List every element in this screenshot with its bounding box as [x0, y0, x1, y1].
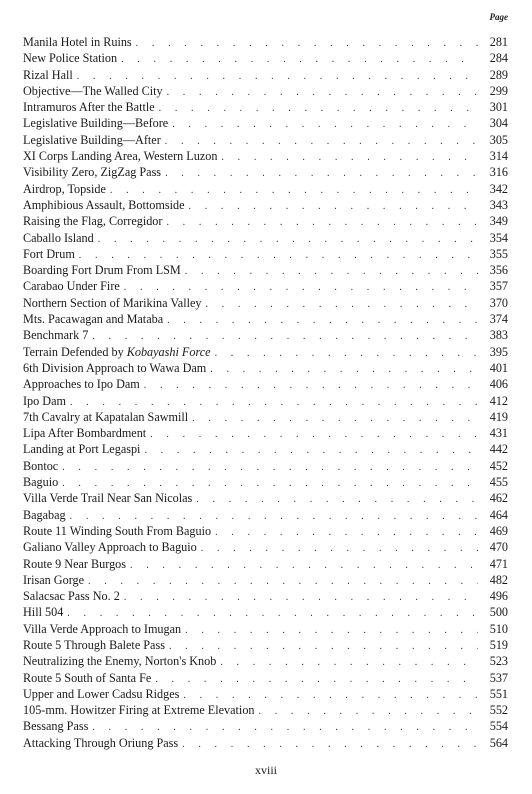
entry-page-number: 406 — [489, 377, 508, 392]
dot-leader — [144, 378, 478, 394]
entry-page-number: 464 — [489, 507, 508, 522]
entry-page-number: 482 — [489, 572, 508, 587]
entry-title: 105-mm. Howitzer Firing at Extreme Elevation — [23, 703, 255, 718]
entry-title: Approaches to Ipo Dam — [23, 377, 140, 392]
entry-title: 6th Division Approach to Wawa Dam — [23, 360, 207, 375]
list-entry — [23, 327, 508, 343]
list-entry — [23, 164, 508, 180]
entry-page-number: 356 — [489, 263, 508, 278]
list-entry — [23, 393, 508, 409]
entry-title: Legislative Building—Before — [23, 116, 169, 131]
list-entry — [23, 490, 508, 506]
dot-leader — [136, 36, 478, 52]
dot-leader — [62, 460, 478, 476]
list-entry — [23, 702, 508, 718]
dot-leader — [144, 443, 478, 459]
list-entry — [23, 83, 508, 99]
dot-leader — [182, 737, 478, 753]
entry-title: Intramuros After the Battle — [23, 100, 155, 115]
list-entry — [23, 718, 508, 734]
entry-page-number: 289 — [489, 67, 508, 82]
list-entry — [23, 67, 508, 83]
entry-page-number: 554 — [489, 719, 508, 734]
entry-page-number: 374 — [489, 312, 508, 327]
entry-page-number: 301 — [489, 100, 508, 115]
list-entry — [23, 556, 508, 572]
dot-leader — [215, 525, 478, 541]
dot-leader — [155, 672, 478, 688]
entry-page-number: 355 — [489, 246, 508, 261]
entry-title: Bessang Pass — [23, 719, 89, 734]
entry-page-number: 455 — [489, 475, 508, 490]
dot-leader — [167, 313, 478, 329]
entry-page-number: 354 — [489, 230, 508, 245]
list-entry — [23, 474, 508, 490]
entry-title: XI Corps Landing Area, Western Luzon — [23, 149, 218, 164]
entry-title: Raising the Flag, Corregidor — [23, 214, 163, 229]
dot-leader — [159, 101, 478, 117]
dot-leader — [172, 117, 478, 133]
entry-title: Boarding Fort Drum From LSM — [23, 263, 181, 278]
entry-title: Baguio — [23, 475, 59, 490]
entry-title: Salacsac Pass No. 2 — [23, 589, 120, 604]
entry-page-number: 452 — [489, 458, 508, 473]
list-entry — [23, 686, 508, 702]
dot-leader — [165, 166, 478, 182]
list-entry — [23, 360, 508, 376]
entry-title: Upper and Lower Cadsu Ridges — [23, 686, 180, 701]
entry-page-number: 316 — [489, 165, 508, 180]
dot-leader — [196, 492, 478, 508]
entry-title: Carabao Under Fire — [23, 279, 120, 294]
list-entry — [23, 295, 508, 311]
list-entry — [23, 523, 508, 539]
entry-page-number: 469 — [489, 523, 508, 538]
entry-page-number: 537 — [489, 670, 508, 685]
entry-title: Ipo Dam — [23, 393, 66, 408]
list-entry — [23, 604, 508, 620]
list-entry — [23, 653, 508, 669]
list-entry — [23, 572, 508, 588]
dot-leader — [98, 232, 478, 248]
entry-page-number: 314 — [489, 149, 508, 164]
entry-page-number: 552 — [489, 703, 508, 718]
list-entry — [23, 637, 508, 653]
list-entry — [23, 34, 508, 50]
entry-page-number: 442 — [489, 442, 508, 457]
entry-title: Benchmark 7 — [23, 328, 89, 343]
entry-title: Caballo Island — [23, 230, 94, 245]
entry-title: Attacking Through Oriung Pass — [23, 735, 179, 750]
list-entry — [23, 441, 508, 457]
entry-title: Airdrop, Topside — [23, 181, 106, 196]
entry-title: Villa Verde Trail Near San Nicolas — [23, 491, 193, 506]
dot-leader — [167, 85, 478, 101]
entry-title: Objective—The Walled City — [23, 83, 163, 98]
list-entry — [23, 148, 508, 164]
entry-title: Villa Verde Approach to Imugan — [23, 621, 182, 636]
entry-title: Northern Section of Marikina Valley — [23, 295, 202, 310]
entry-title: Mts. Pacawagan and Mataba — [23, 312, 164, 327]
page-column-header: Page — [489, 12, 508, 22]
dot-leader — [185, 264, 478, 280]
list-entry — [23, 588, 508, 604]
entry-title: Rizal Hall — [23, 67, 73, 82]
page-number-footer: xviii — [254, 763, 277, 777]
entry-page-number: 519 — [489, 637, 508, 652]
dot-leader — [201, 541, 478, 557]
dot-leader — [192, 411, 478, 427]
entry-title: Route 5 South of Santa Fe — [23, 670, 152, 685]
entry-title: 7th Cavalry at Kapatalan Sawmill — [23, 409, 189, 424]
entry-title: Bagabag — [23, 507, 66, 522]
list-entry — [23, 458, 508, 474]
list-entry — [23, 539, 508, 555]
entry-page-number: 342 — [489, 181, 508, 196]
entry-page-number: 500 — [489, 605, 508, 620]
dot-leader — [150, 427, 478, 443]
list-entry — [23, 376, 508, 392]
entry-title: Manila Hotel in Ruins — [23, 35, 132, 49]
list-entry — [23, 99, 508, 115]
entry-page-number: 284 — [489, 51, 508, 66]
illustration-list — [23, 34, 508, 751]
entry-title: Route 9 Near Burgos — [23, 556, 127, 571]
list-entry — [23, 311, 508, 327]
list-entry — [23, 197, 508, 213]
dot-leader — [185, 623, 478, 639]
entry-page-number: 370 — [489, 295, 508, 310]
entry-page-number: 357 — [489, 279, 508, 294]
entry-page-number: 564 — [489, 735, 508, 750]
entry-page-number: 551 — [489, 686, 508, 701]
list-entry — [23, 278, 508, 294]
list-entry — [23, 115, 508, 131]
entry-title: Landing at Port Legaspi — [23, 442, 141, 457]
entry-page-number: 383 — [489, 328, 508, 343]
dot-leader — [88, 574, 478, 590]
list-entry — [23, 213, 508, 229]
entry-title: Lipa After Bombardment — [23, 426, 147, 441]
entry-title: Terrain Defended by Kobayashi Force — [23, 344, 211, 359]
entry-page-number: 401 — [489, 360, 508, 375]
dot-leader — [220, 655, 478, 671]
entry-page-number: 299 — [489, 83, 508, 98]
dot-leader — [215, 346, 478, 362]
list-entry — [23, 246, 508, 262]
entry-title: Amphibious Assault, Bottomside — [23, 197, 185, 212]
dot-leader — [205, 297, 478, 313]
entry-page-number: 471 — [489, 556, 508, 571]
entry-page-number: 462 — [489, 491, 508, 506]
list-entry — [23, 425, 508, 441]
dot-leader — [189, 199, 479, 215]
entry-title: Fort Drum — [23, 246, 75, 261]
entry-page-number: 349 — [489, 214, 508, 229]
list-entry — [23, 735, 508, 751]
entry-page-number: 431 — [489, 426, 508, 441]
entry-page-number: 470 — [489, 540, 508, 555]
entry-page-number: 343 — [489, 197, 508, 212]
list-entry — [23, 50, 508, 66]
entry-title: Galiano Valley Approach to Baguio — [23, 540, 197, 555]
entry-title-emphasis: Kobayashi Force — [126, 344, 211, 359]
entry-title: New Police Station — [23, 51, 118, 66]
list-entry — [23, 621, 508, 637]
entry-page-number: 412 — [489, 393, 508, 408]
list-entry — [23, 181, 508, 197]
entry-title: Visibility Zero, ZigZag Pass — [23, 165, 162, 180]
entry-page-number: 419 — [489, 409, 508, 424]
dot-leader — [130, 558, 478, 574]
entry-page-number: 281 — [489, 35, 508, 49]
list-entry — [23, 230, 508, 246]
dot-leader — [166, 215, 478, 231]
dot-leader — [221, 150, 478, 166]
dot-leader — [121, 52, 478, 68]
entry-page-number: 510 — [489, 621, 508, 636]
entry-title: Legislative Building—After — [23, 132, 161, 147]
entry-title: Hill 504 — [23, 605, 64, 620]
entry-title: Route 5 Through Balete Pass — [23, 637, 165, 652]
entry-title: Route 11 Winding South From Baguio — [23, 523, 212, 538]
entry-page-number: 395 — [489, 344, 508, 359]
list-entry — [23, 132, 508, 148]
entry-page-number: 304 — [489, 116, 508, 131]
list-entry — [23, 344, 508, 360]
entry-title: Neutralizing the Enemy, Norton's Knob — [23, 654, 217, 669]
list-entry — [23, 507, 508, 523]
list-entry — [23, 409, 508, 425]
dot-leader — [259, 704, 478, 720]
entry-page-number: 496 — [489, 589, 508, 604]
entry-title: Bontoc — [23, 458, 59, 473]
dot-leader — [124, 590, 478, 606]
list-entry — [23, 670, 508, 686]
entry-title: Irisan Gorge — [23, 572, 85, 587]
entry-page-number: 305 — [489, 132, 508, 147]
list-entry — [23, 262, 508, 278]
dot-leader — [210, 362, 478, 378]
entry-page-number: 523 — [489, 654, 508, 669]
